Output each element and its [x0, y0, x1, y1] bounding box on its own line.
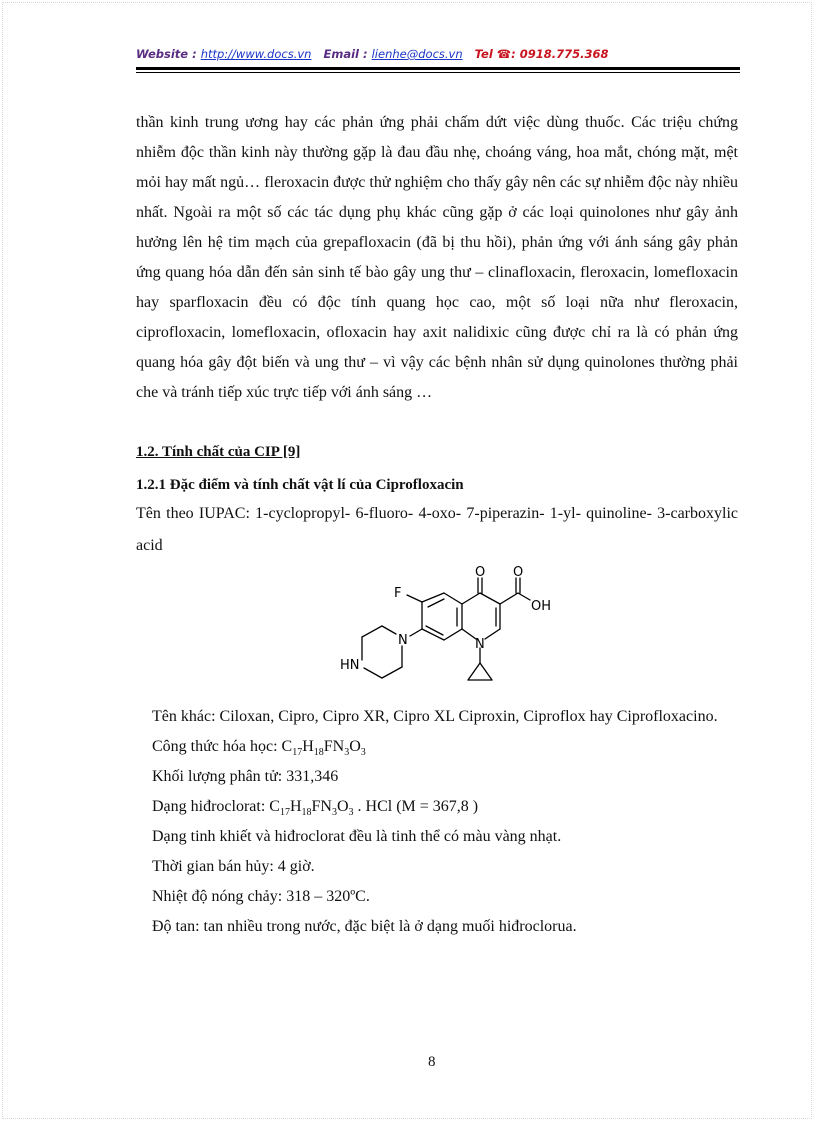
telephone-icon: ☎: [496, 47, 512, 61]
solubility: Độ tan: tan nhiều trong nước, đặc biệt là ở dạng muối hiđroclorua.: [152, 918, 577, 935]
email-label: Email: [323, 47, 359, 61]
page-number: 8: [428, 1054, 436, 1070]
bond: [518, 593, 530, 600]
molar-mass: Khối lượng phân tử: 331,346: [152, 768, 339, 785]
atom-label: OH: [531, 599, 552, 614]
bond: [407, 595, 422, 602]
atom-label: O: [475, 566, 486, 580]
atom-label: N: [475, 637, 485, 652]
header-rule-thick: [136, 67, 740, 70]
bond: [462, 629, 476, 639]
half-life: Thời gian bán hủy: 4 giờ.: [152, 858, 315, 875]
subsection-heading: 1.2.1 Đặc điểm và tính chất vật lí của Ciprofloxacin: [136, 477, 464, 493]
bond: [462, 593, 480, 604]
body-paragraph: thần kinh trung ương hay các phản ứng phải chấm dứt việc dùng thuốc. Các triệu chứng nhiễm độc thần kinh này thường gặp là đau đầu nhẹ, choáng váng, hoa mắt, chóng mặt, mệt mỏi hay mất ngủ… fleroxacin được thử nghiệm cho thấy gây nên các sự nhiễm độc này nhiều nhất. Ngoài ra một số các tác dụng phụ khác cũng gặp ở các loại quinolones như gây ảnh hưởng lên hệ tim mạch của grepafloxacin (đã bị thu hồi), phản ứng với ánh sáng gây phản ứng quang hóa dẫn đến sản sinh tế bào gây ung thư – clinafloxacin, fleroxacin, lomefloxacin hay sparfloxacin đều có độc tính quang học cao, một số loại nữa như fleroxacin, ciprofloxacin, lomefloxacin, ofloxacin hay axit nalidixic cũng được chỉ ra là có phản ứng quang hóa gây đột biến và ung thư – vì vậy các bệnh nhân sử dụng quinolones thường phải che và tránh tiếp xúc trực tiếp với ánh sáng …: [136, 114, 738, 401]
iupac-name: Tên theo IUPAC: 1-cyclopropyl- 6-fluoro- 4-oxo- 7-piperazin- 1-yl- quinoline- 3-carboxylic acid: [136, 505, 738, 554]
atom-label: HN: [340, 658, 360, 673]
ciprofloxacin-structure: [330, 566, 555, 696]
bond: [382, 626, 396, 634]
section-heading: 1.2. Tính chất của CIP [9]: [136, 444, 301, 460]
website-link[interactable]: http://www.docs.vn: [200, 47, 312, 61]
header-rule-thin: [136, 72, 740, 73]
website-label: Website :: [136, 47, 197, 61]
bond: [485, 629, 500, 639]
bond: [362, 626, 382, 637]
other-names: Tên khác: Ciloxan, Cipro, Cipro XR, Cipro XL Ciproxin, Ciproflox hay Ciprofloxacino.: [152, 708, 718, 725]
bond: [364, 668, 382, 678]
property-list: [152, 702, 738, 942]
email-separator: :: [362, 47, 368, 61]
melting-point: Nhiệt độ nóng chảy: 318 – 320ºC.: [152, 888, 370, 905]
bond: [480, 593, 500, 604]
bond: [426, 626, 443, 635]
chemical-formula: Công thức hóa học: $C_{17}H_{18}FN_3O_3$: [152, 738, 366, 759]
atom-label: N: [398, 633, 408, 648]
tel-number: : 0918.775.368: [511, 47, 609, 61]
bond: [500, 593, 518, 604]
appearance: Dạng tinh khiết và hiđroclorat đều là tinh thể có màu vàng nhạt.: [152, 828, 562, 845]
hydrochloride-formula: Dạng hiđroclorat: $C_{17}H_{18}FN_3O_3$ . HCl (M = 367,8 ): [152, 798, 479, 819]
email-link[interactable]: lienhe@docs.vn: [371, 47, 463, 61]
bond: [444, 593, 462, 604]
atom-label: F: [394, 586, 402, 601]
bond: [382, 667, 402, 678]
bond: [428, 599, 444, 607]
atom-label: O: [513, 566, 524, 580]
bond: [410, 629, 422, 636]
bond: [480, 663, 492, 680]
tel-label: Tel: [474, 47, 493, 61]
bond: [444, 629, 462, 640]
page-header: [136, 47, 740, 67]
bond: [468, 663, 480, 680]
